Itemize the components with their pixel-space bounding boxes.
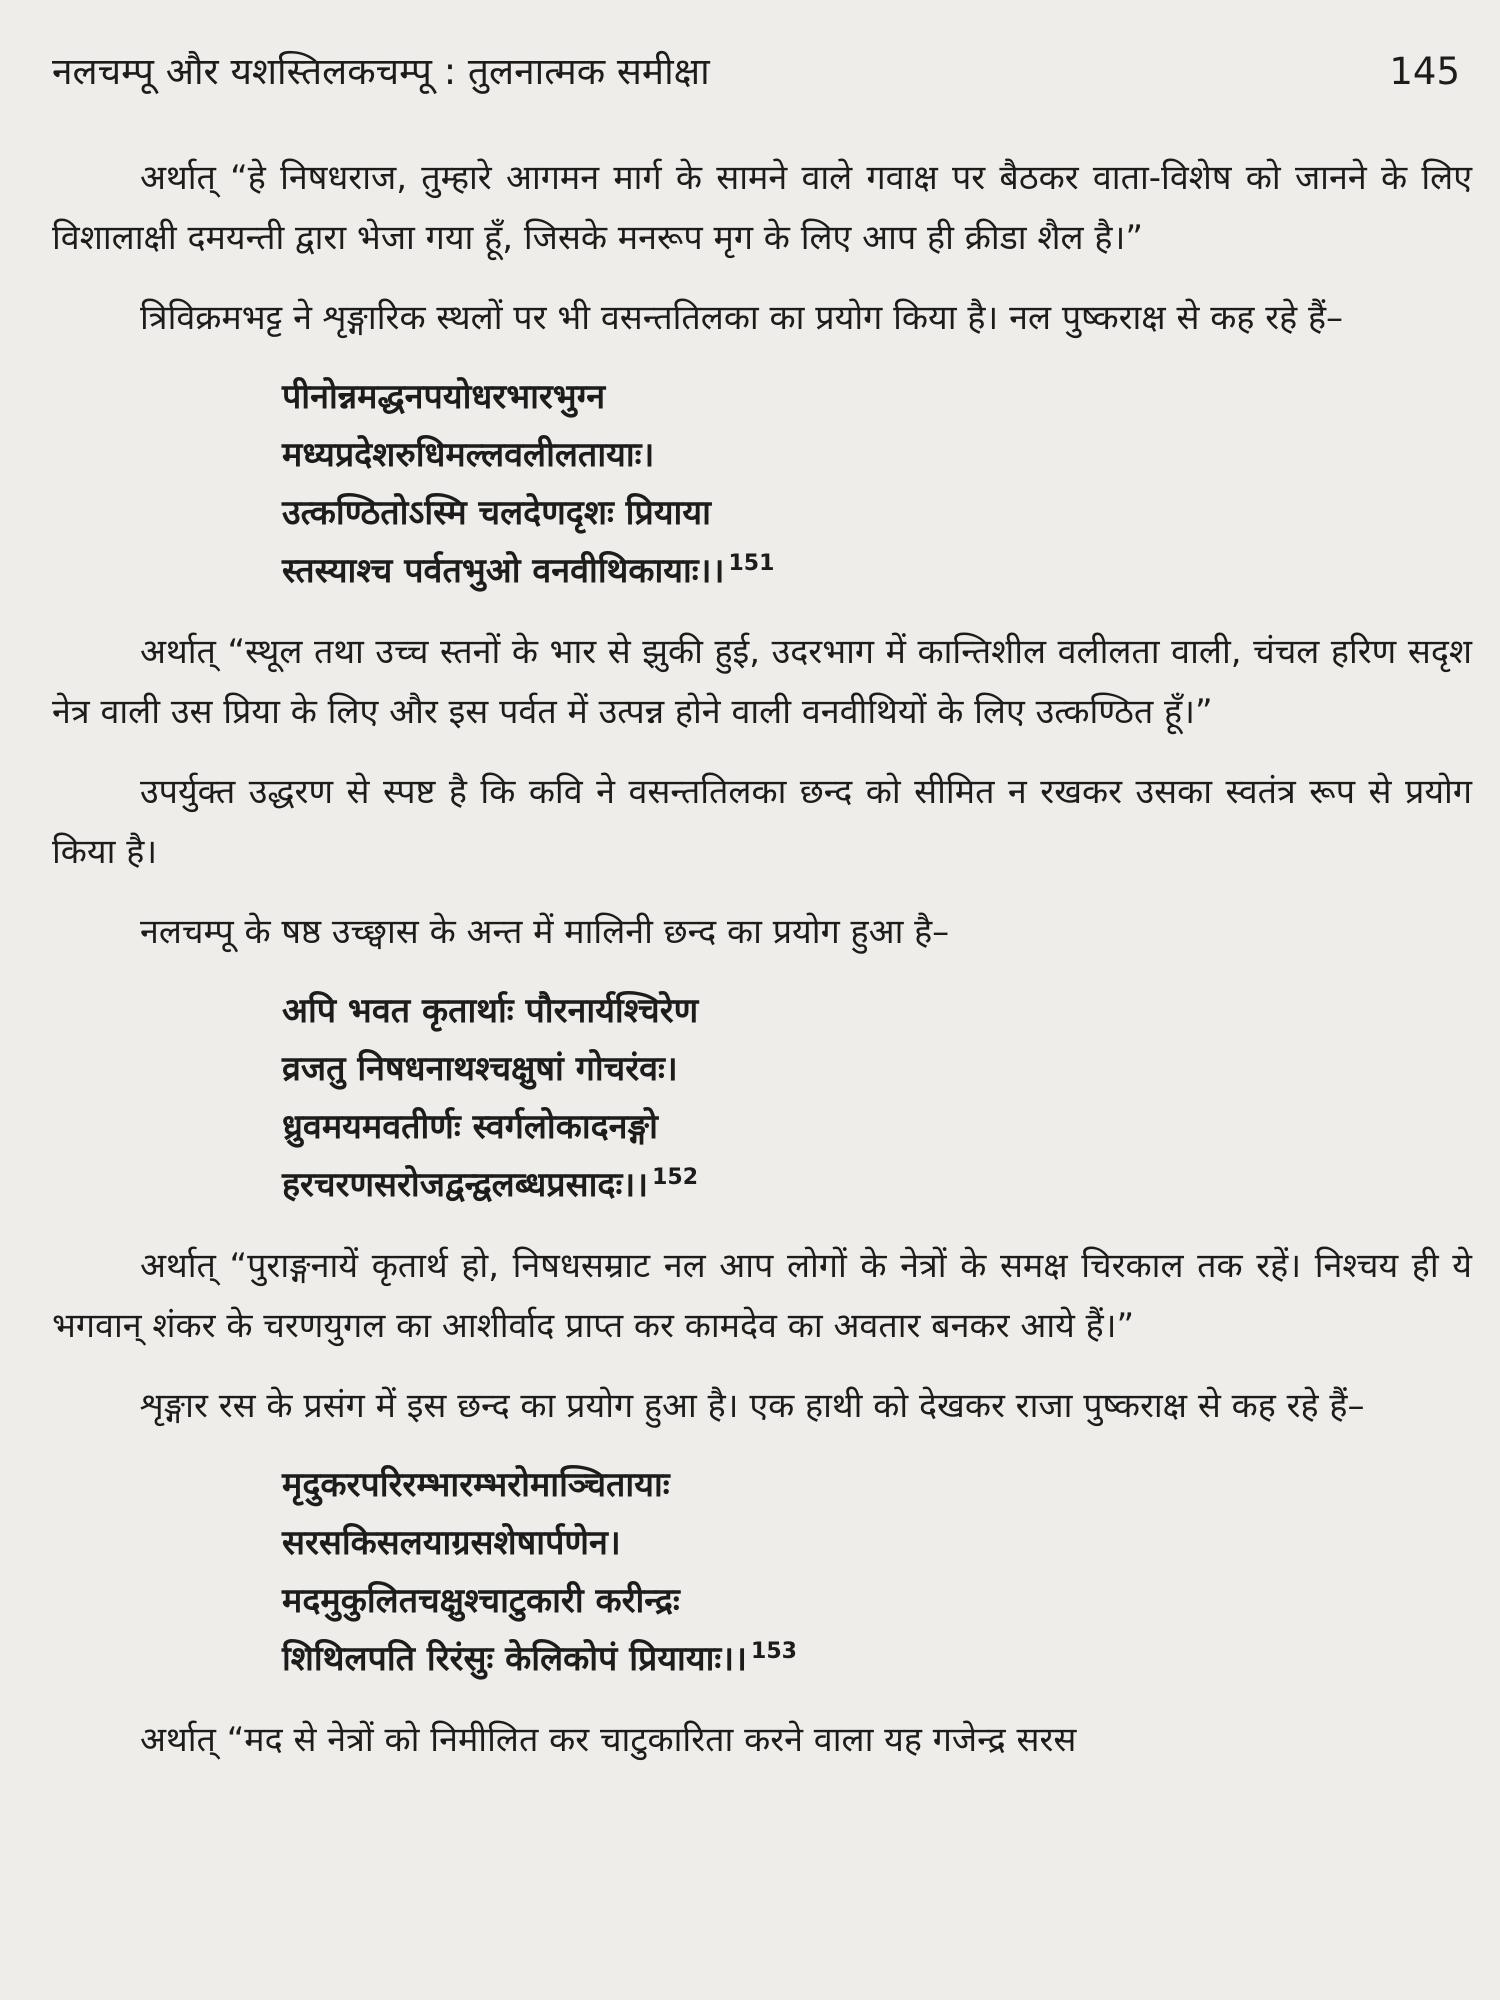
paragraph-7: शृङ्गार रस के प्रसंग में इस छन्द का प्रयोग हुआ है। एक हाथी को देखकर राजा पुष्कराक्ष से कह रहे हैं–: [140, 1386, 1365, 1426]
paragraph-5: नलचम्पू के षष्ठ उच्छ्वास के अन्त में मालिनी छन्द का प्रयोग हुआ है–: [140, 912, 950, 952]
verse-line: [282, 542, 1472, 600]
verse-2: [282, 982, 1472, 1214]
footnote-ref: 151: [728, 550, 775, 576]
verse-line: व्रजतु निषधनाथश्चक्षुषां गोचरंवः।: [282, 1049, 678, 1089]
verse-line: उत्कण्ठितोऽस्मि चलदेणदृशः प्रियाया: [282, 493, 711, 533]
verse-line: मदमुकुलितचक्षुश्चाटुकारी करीन्द्रः: [282, 1581, 680, 1621]
paragraph-4: उपर्युक्त उद्धरण से स्पष्ट है कि कवि ने वसन्ततिलका छन्द को सीमित न रखकर उसका स्वतंत्र रूप से प्रयोग किया है।: [52, 772, 1472, 872]
verse-line: पीनोन्नमद्धनपयोधरभारभुग्न: [282, 377, 606, 417]
page-number: 145: [1389, 50, 1460, 93]
footnote-ref: 153: [751, 1638, 797, 1664]
verse-line: [282, 1156, 1472, 1214]
verse-3: [282, 1456, 1472, 1688]
paragraph-1: अर्थात् “हे निषधराज, तुम्हारे आगमन मार्ग के सामने वाले गवाक्ष पर बैठकर वाता-विशेष को जानने के लिए विशालाक्षी दमयन्ती द्वारा भेजा गया हूँ, जिसके मनरूप मृग के लिए आप ही क्रीडा शैल है।”: [52, 158, 1472, 258]
verse-line: [282, 1630, 1472, 1688]
verse-line: सरसकिसलयाग्रसशेषार्पणेन।: [282, 1523, 621, 1563]
verse-text: स्तस्याश्च पर्वतभुओ वनवीथिकायाः।।: [282, 551, 725, 591]
verse-line: अपि भवत कृतार्थाः पौरनार्यश्चिरेण: [282, 991, 699, 1031]
paragraph-6: अर्थात् “पुराङ्गनायें कृतार्थ हो, निषधसम्राट नल आप लोगों के नेत्रों के समक्ष चिरकाल तक रहें। निश्चय ही ये भगवान् शंकर के चरणयुगल का आशीर्वाद प्राप्त कर कामदेव का अवतार बनकर आये हैं।”: [52, 1246, 1472, 1346]
footnote-ref: 152: [652, 1164, 699, 1190]
paragraph-8: अर्थात् “मद से नेत्रों को निमीलित कर चाटुकारिता करने वाला यह गजेन्द्र सरस: [140, 1720, 1077, 1760]
verse-1: [282, 368, 1472, 600]
verse-line: मृदुकरपरिरम्भारम्भरोमाञ्चितायाः: [282, 1465, 670, 1505]
running-header: [52, 40, 1460, 104]
page-body: [52, 148, 1472, 1790]
book-title: नलचम्पू और यशस्तिलकचम्पू : तुलनात्मक समीक्षा: [52, 50, 710, 93]
verse-line: मध्यप्रदेशरुधिमल्लवलीलतायाः।: [282, 435, 655, 475]
verse-text: शिथिलपति रिरंसुः केलिकोपं प्रियायाः।।: [282, 1639, 748, 1679]
verse-line: ध्रुवमयमवतीर्णः स्वर्गलोकादनङ्गो: [282, 1107, 658, 1147]
paragraph-3: अर्थात् “स्थूल तथा उच्च स्तनों के भार से झुकी हुई, उदरभाग में कान्तिशील वलीलता वाली, चंचल हरिण सदृश नेत्र वाली उस प्रिया के लिए और इस पर्वत में उत्पन्न होने वाली वनवीथियों के लिए उत्कण्ठित हूँ।”: [52, 632, 1472, 732]
paragraph-2: त्रिविक्रमभट्ट ने शृङ्गारिक स्थलों पर भी वसन्ततिलका का प्रयोग किया है। नल पुष्कराक्ष से कह रहे हैं–: [140, 298, 1344, 338]
verse-text: हरचरणसरोजद्वन्द्वलब्धप्रसादः।।: [282, 1165, 649, 1205]
